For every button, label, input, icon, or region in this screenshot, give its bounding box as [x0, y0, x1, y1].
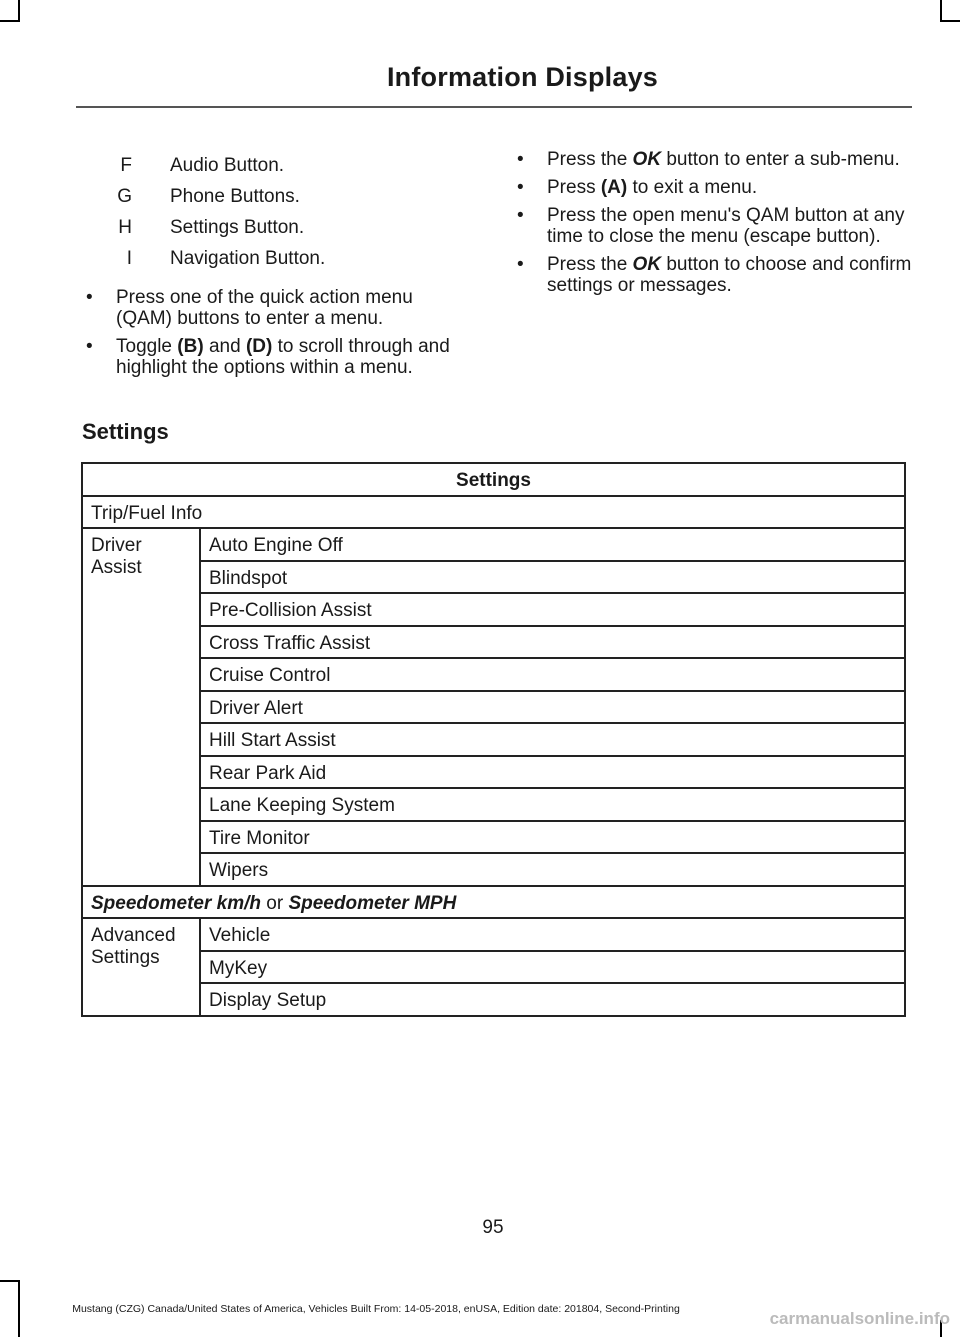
bullet-text: Press the: [547, 149, 633, 170]
bullet-text: Press the open menu's QAM button at any time to close the menu (escape button).: [547, 205, 905, 247]
table-row: [82, 723, 905, 756]
bullet-text: Toggle: [116, 336, 178, 357]
header-divider: [76, 106, 912, 108]
legend-label: Audio Button.: [170, 155, 285, 176]
table-cell: Cross Traffic Assist: [200, 626, 905, 659]
table-row: [82, 593, 905, 626]
speedometer-option: Speedometer km/h: [91, 892, 261, 914]
table-cell: Trip/Fuel Info: [82, 496, 905, 529]
table-cell: Rear Park Aid: [200, 756, 905, 789]
speedometer-or: or: [261, 892, 289, 914]
list-item: [513, 149, 913, 170]
list-item: [513, 177, 913, 198]
table-row: [82, 821, 905, 854]
table-row: [82, 626, 905, 659]
speedometer-option: Speedometer MPH: [288, 892, 457, 914]
page-title: Information Displays: [386, 62, 658, 92]
table-cell: Auto Engine Off: [200, 528, 905, 561]
control-key: OK: [632, 254, 662, 275]
crop-mark: [940, 0, 942, 22]
group-cell-driver-assist: Driver Assist: [82, 528, 200, 886]
table-cell: Wipers: [200, 853, 905, 886]
legend-key: I: [126, 248, 132, 269]
bullet-text: to exit a menu.: [627, 177, 758, 198]
table-row: [82, 561, 905, 594]
crop-mark: [0, 20, 20, 22]
table-cell: Pre-Collision Assist: [200, 593, 905, 626]
section-heading: Settings: [82, 419, 169, 444]
table-cell: Cruise Control: [200, 658, 905, 691]
table-row: [82, 691, 905, 724]
table-cell: MyKey: [200, 951, 905, 984]
table-row: [82, 496, 905, 529]
bullet-text: Press: [547, 177, 601, 198]
instruction-list-left: [82, 287, 472, 385]
bullet-text: Press the: [547, 254, 633, 275]
control-key: OK: [632, 149, 662, 170]
crop-mark: [940, 20, 960, 22]
legend-key: F: [120, 155, 132, 176]
control-key: (B): [177, 336, 204, 357]
legend-label: Phone Buttons.: [170, 186, 300, 207]
bullet-icon: •: [517, 205, 524, 226]
list-item: [513, 205, 913, 247]
bullet-icon: •: [517, 177, 524, 198]
bullet-text: Press one of the quick action menu (QAM) buttons to enter a menu.: [116, 287, 413, 329]
table-row: [82, 756, 905, 789]
table-row: [82, 951, 905, 984]
table-cell: Hill Start Assist: [200, 723, 905, 756]
control-key: (A): [600, 177, 628, 198]
table-cell: Display Setup: [200, 983, 905, 1016]
table-row: [82, 658, 905, 691]
bullet-icon: •: [86, 336, 93, 357]
table-row: [82, 528, 905, 561]
bullet-text: button to enter a sub-menu.: [661, 149, 900, 170]
list-item: [82, 336, 472, 378]
table-cell: Vehicle: [200, 918, 905, 951]
bullet-icon: •: [517, 254, 524, 275]
table-cell: Tire Monitor: [200, 821, 905, 854]
table-cell: Lane Keeping System: [200, 788, 905, 821]
table-cell: Blindspot: [200, 561, 905, 594]
bullet-icon: •: [517, 149, 524, 170]
page-number: 95: [482, 1217, 504, 1238]
table-row: [82, 788, 905, 821]
legend-key: G: [117, 186, 132, 207]
table-row: [82, 983, 905, 1016]
table-row: [82, 918, 905, 951]
crop-mark: [18, 0, 20, 22]
legend-label: Settings Button.: [170, 217, 305, 238]
table-cell: Driver Alert: [200, 691, 905, 724]
bullet-icon: •: [86, 287, 93, 308]
watermark-logo: carmanualsonline.info: [769, 1309, 950, 1328]
table-row: [82, 886, 905, 919]
table-row: [82, 853, 905, 886]
crop-mark: [0, 1280, 20, 1282]
footer-text: Mustang (CZG) Canada/United States of America, Vehicles Built From: 14-05-2018, enUSA, Edition date: 201804, Second-Printing: [72, 1303, 680, 1315]
control-key: (D): [245, 336, 273, 357]
legend-key: H: [118, 217, 132, 238]
table-cell-speedometer: [82, 886, 905, 919]
legend-label: Navigation Button.: [170, 248, 326, 269]
instruction-list-right: [513, 149, 913, 303]
list-item: [513, 254, 913, 296]
group-cell-advanced-settings: Advanced Settings: [82, 918, 200, 1016]
table-header-row: [82, 463, 905, 496]
table-header: Settings: [82, 463, 905, 496]
bullet-text: to scroll through and highlight the options within a menu.: [116, 336, 450, 378]
list-item: [82, 287, 472, 329]
bullet-text: button to choose and confirm settings or messages.: [547, 254, 912, 296]
settings-table: [81, 462, 906, 1017]
bullet-text: and: [203, 336, 246, 357]
